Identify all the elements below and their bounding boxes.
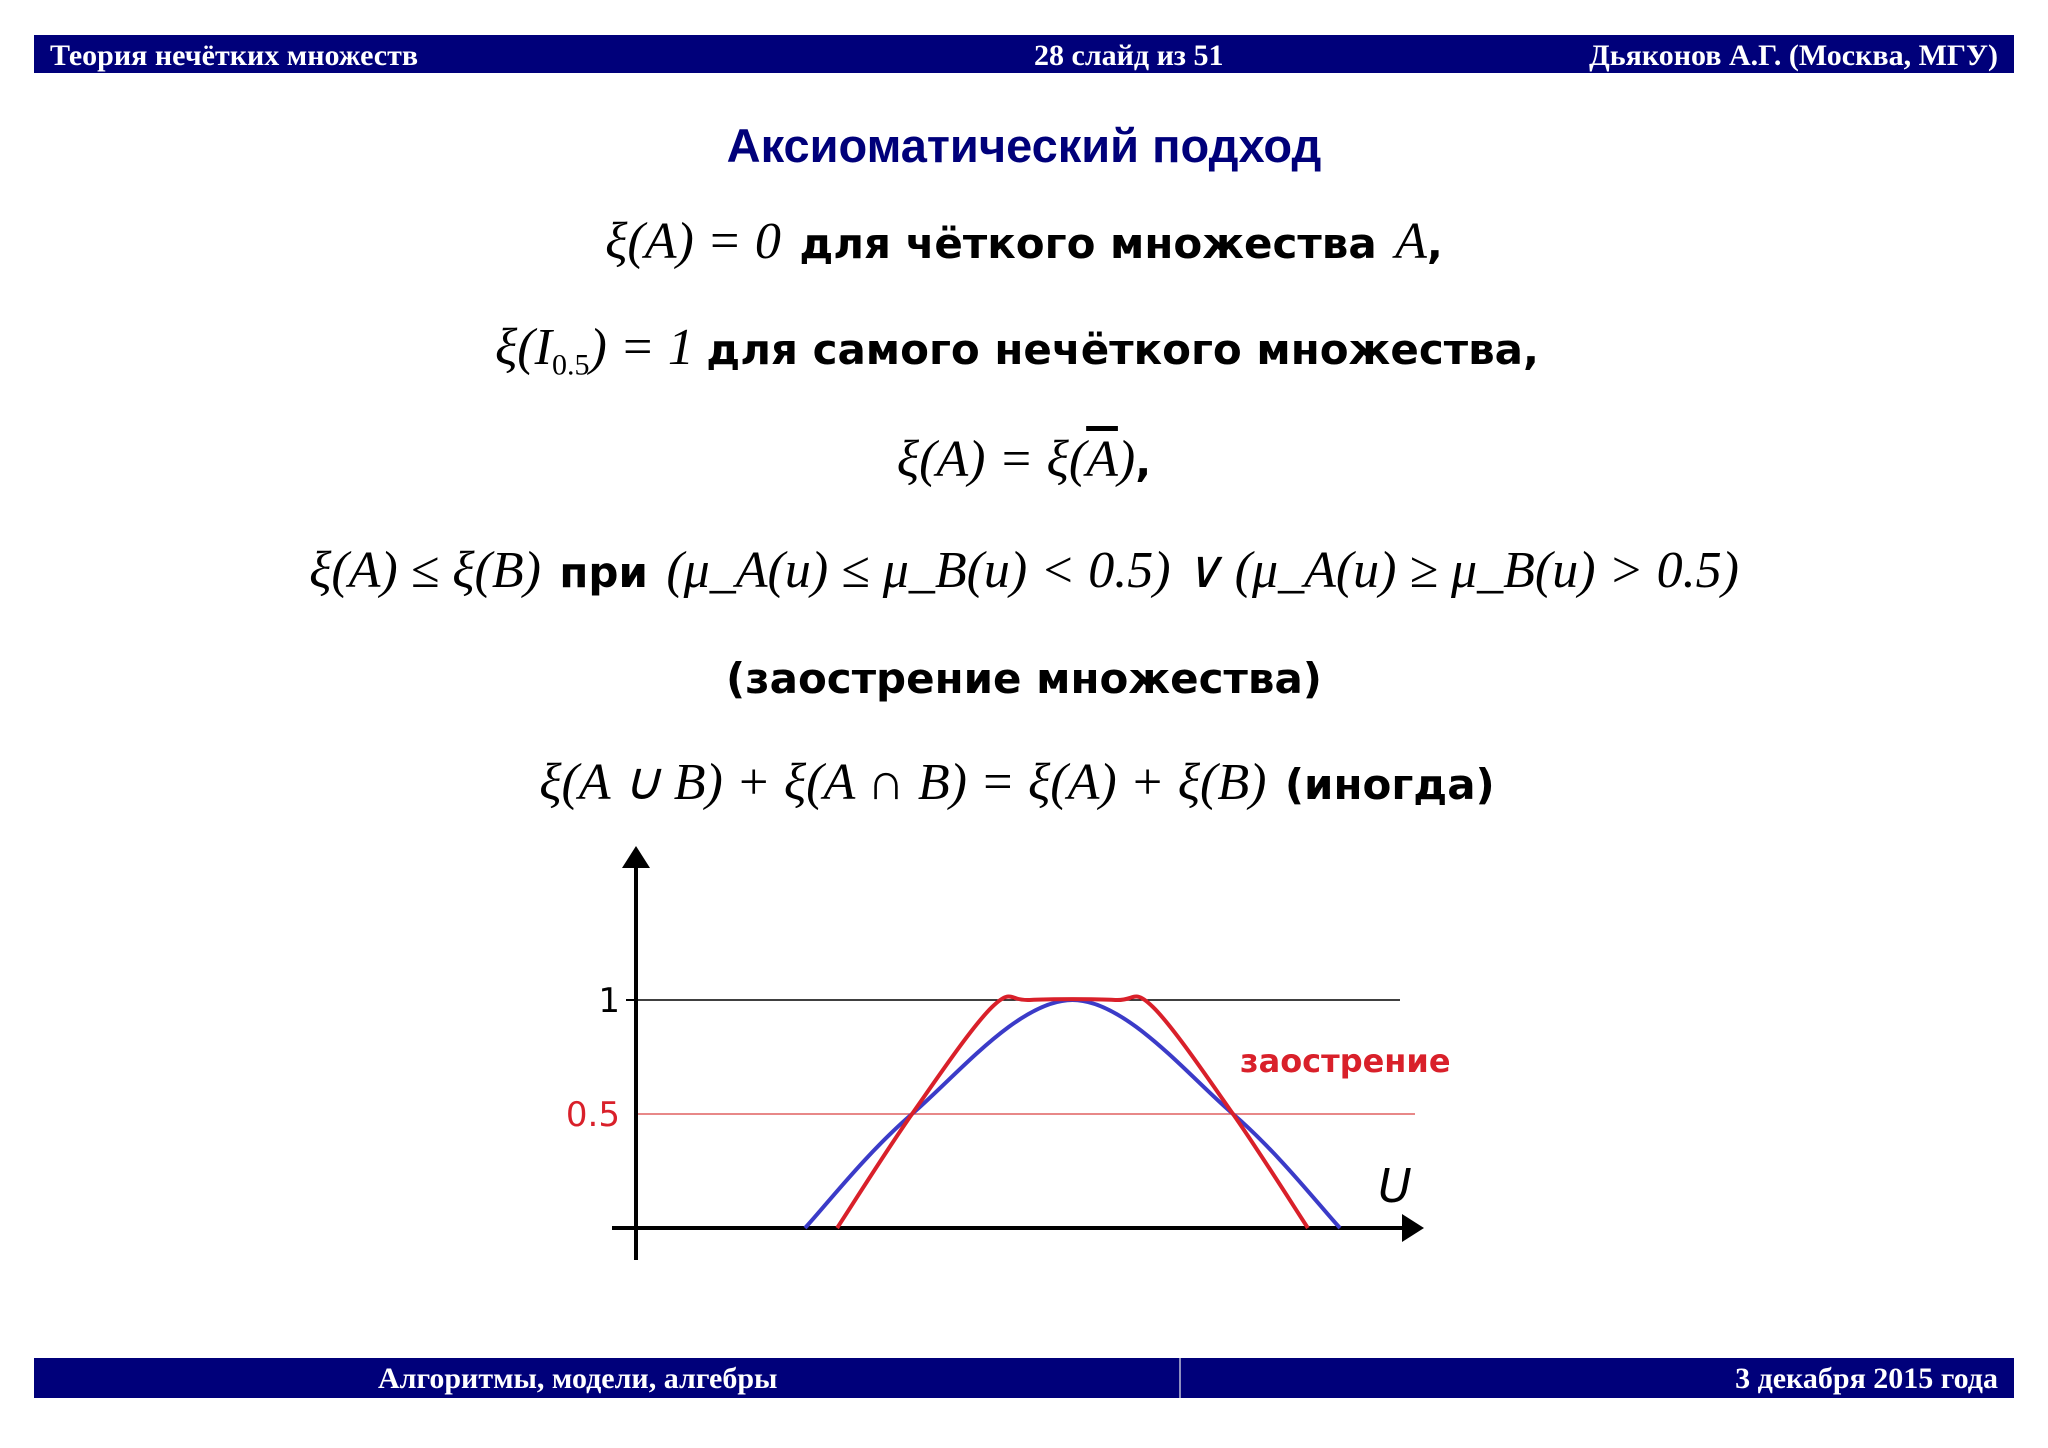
x-axis-arrow	[1402, 1214, 1424, 1242]
footer-bar	[34, 1358, 2014, 1398]
axiom-sharpening	[0, 540, 2048, 600]
formula-sharpening-left: ξ(A) ≤ ξ(B)	[309, 542, 541, 599]
formula-crisp: ξ(A) = 0	[605, 213, 781, 270]
formula-additivity: ξ(A ∪ B) + ξ(A ∩ B) = ξ(A) + ξ(B)	[539, 754, 1267, 811]
sharpening-chart	[540, 840, 1460, 1270]
text-sometimes: (иногда)	[1284, 760, 1495, 809]
annotation-sharpening: заострение	[1240, 1042, 1451, 1080]
formula-most-fuzzy: $\xi(I_{0.5}) = 1$	[495, 319, 694, 382]
text-crisp: для чёткого множества	[799, 219, 1377, 268]
axiom-complement	[0, 430, 2048, 489]
text-when: при	[559, 548, 648, 597]
sharpening-caption: (заострение множества)	[726, 654, 1322, 703]
slide-title: Аксиоматический подход	[726, 119, 1322, 172]
y-axis-arrow	[622, 846, 650, 868]
comma: ,	[1426, 219, 1443, 268]
formula-sharpening-right: (μ_A(u) ≤ μ_B(u) < 0.5) ∨ (μ_A(u) ≥ μ_B(u) > 0.5)	[666, 542, 1739, 599]
header-slide-counter: 28 слайд из 51	[1034, 39, 1224, 72]
x-axis-label: U	[1378, 1159, 1412, 1213]
comma: ,	[1135, 437, 1152, 486]
footer-title: Алгоритмы, модели, алгебры	[378, 1362, 778, 1395]
axiom-most-fuzzy	[0, 318, 2048, 383]
header-bar	[34, 35, 2014, 73]
header-course-title: Теория нечётких множеств	[50, 39, 419, 72]
header-author: Дьяконов А.Г. (Москва, МГУ)	[1589, 39, 1998, 72]
text-most-fuzzy: для самого нечёткого множества,	[706, 325, 1539, 374]
footer-date: 3 декабря 2015 года	[1735, 1362, 1998, 1395]
axiom-additivity	[0, 752, 2048, 812]
y-tick-label-half: 0.5	[565, 1095, 620, 1135]
formula-complement: $\xi(A) = \xi(\overline{A})$	[896, 431, 1136, 488]
var-a: A	[1395, 213, 1427, 270]
axiom-crisp-set	[0, 212, 2048, 271]
footer-divider	[1179, 1358, 1181, 1398]
y-tick-label-1: 1	[598, 981, 620, 1021]
curve-red	[837, 997, 1308, 1228]
